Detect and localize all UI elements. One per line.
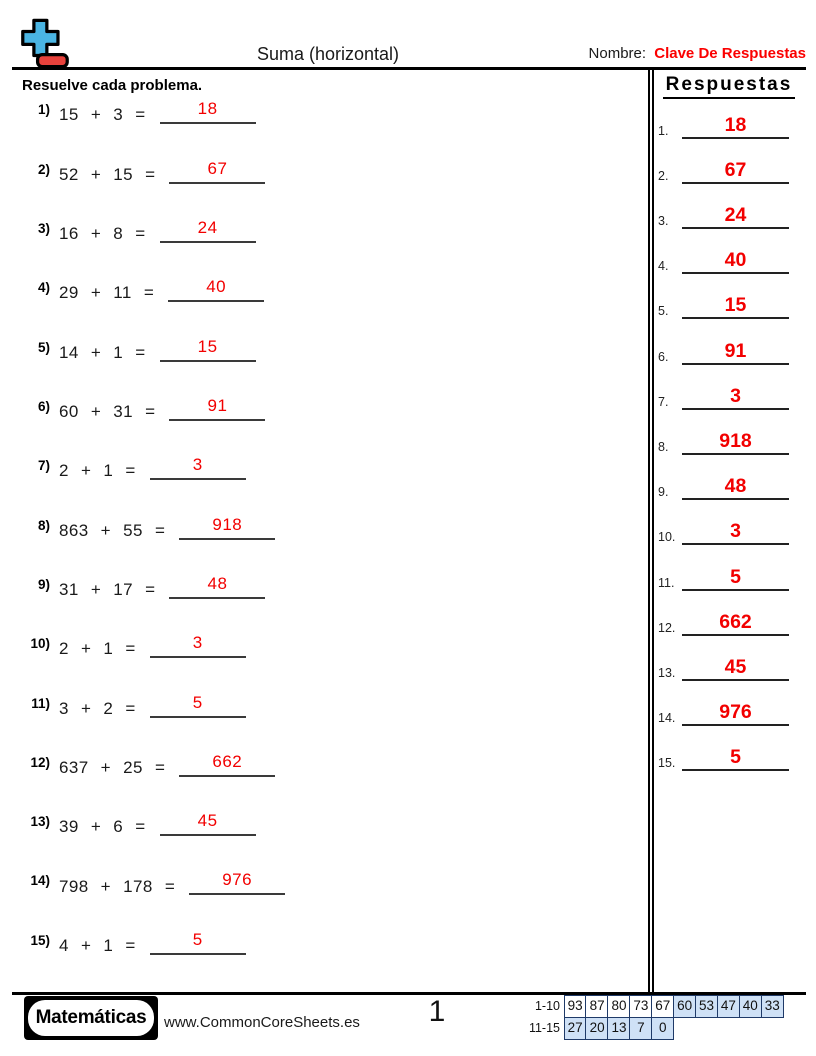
problem-number: 5): [37, 339, 50, 355]
problem-row: [22, 926, 246, 955]
answer-row: [658, 428, 789, 455]
problem-answer: 918: [212, 514, 243, 534]
answer-number: 7.: [658, 394, 669, 409]
problem-row: [22, 333, 256, 362]
problem-expression: 60 + 31 =: [59, 402, 156, 422]
answer-key-blank: [682, 296, 789, 319]
page-number: 1: [428, 995, 446, 1028]
answer-key-blank: [682, 477, 789, 500]
problem-row: [22, 866, 285, 895]
score-cell: 80: [607, 995, 630, 1018]
problem-answer: 48: [207, 573, 228, 593]
problem-number: 4): [37, 280, 50, 296]
problem-answer: 24: [197, 217, 218, 237]
answers-panel-title: Respuestas: [663, 74, 796, 99]
answer-blank: [160, 100, 256, 124]
problem-row: [22, 273, 264, 302]
score-cell: 60: [673, 995, 696, 1018]
score-cell: 27: [564, 1017, 587, 1040]
answer-key-blank: [682, 251, 789, 274]
problem-number: 15): [30, 932, 50, 948]
problem-expression: 2 + 1 =: [59, 461, 136, 481]
answer-row: [658, 247, 789, 274]
answer-row: [658, 112, 789, 139]
problem-row: [22, 451, 246, 480]
answer-blank: [169, 575, 265, 599]
answer-row: [658, 518, 789, 545]
answer-blank: [160, 812, 256, 836]
answer-key-value: 48: [724, 475, 747, 498]
answer-number: 4.: [658, 259, 669, 274]
answer-number: 3.: [658, 213, 669, 228]
problem-number: 10): [30, 636, 50, 652]
problem-number: 12): [30, 754, 50, 770]
answers-panel-divider: [648, 70, 654, 992]
problem-number: 9): [37, 576, 50, 592]
score-table-row: [490, 1017, 784, 1040]
answer-row: [658, 744, 789, 771]
answer-blank: [168, 278, 264, 302]
problem-row: [22, 807, 256, 836]
problem-answer: 5: [192, 929, 203, 949]
answer-row: [658, 654, 789, 681]
answer-number: 8.: [658, 439, 669, 454]
problem-expression: 29 + 11 =: [59, 283, 155, 303]
answer-key-blank: [682, 748, 789, 771]
problem-row: [22, 629, 246, 658]
problem-answer: 3: [192, 633, 203, 653]
answer-blank: [179, 753, 275, 777]
problem-answer: 40: [206, 277, 227, 297]
answer-row: [658, 338, 789, 365]
score-cell: 40: [739, 995, 762, 1018]
answer-number: 9.: [658, 485, 669, 500]
problem-expression: 798 + 178 =: [59, 876, 176, 896]
problem-answer: 662: [212, 751, 243, 771]
problem-expression: 2 + 1 =: [59, 639, 136, 659]
answers-panel-header: [656, 74, 802, 99]
score-cell: 7: [629, 1017, 652, 1040]
answer-row: [658, 383, 789, 410]
problem-expression: 31 + 17 =: [59, 580, 156, 600]
answer-blank: [160, 338, 256, 362]
problem-number: 1): [37, 102, 50, 118]
problem-expression: 637 + 25 =: [59, 757, 166, 777]
answer-number: 1.: [658, 123, 669, 138]
problem-row: [22, 570, 265, 599]
header-divider: [12, 67, 806, 70]
answer-key-value: 45: [724, 655, 747, 678]
problem-row: [22, 689, 246, 718]
problem-row: [22, 95, 256, 124]
answer-number: 10.: [658, 530, 676, 545]
answer-blank: [169, 397, 265, 421]
score-cell: 53: [695, 995, 718, 1018]
score-table: [490, 995, 784, 1040]
instructions-text: Resuelve cada problema.: [22, 77, 203, 94]
answer-key-blank: [682, 113, 789, 139]
answer-number: 2.: [658, 168, 669, 183]
answer-key-blank: [682, 703, 789, 726]
score-cell: 87: [585, 995, 608, 1018]
answer-key-blank: [682, 203, 789, 229]
score-cell: 0: [651, 1017, 674, 1040]
answer-key-value: 3: [730, 384, 741, 407]
problem-answer: 18: [197, 99, 218, 119]
problem-row: [22, 155, 265, 184]
problem-number: 8): [37, 517, 50, 533]
score-cell: 73: [629, 995, 652, 1018]
score-cell: 20: [585, 1017, 608, 1040]
name-label: Nombre:: [588, 45, 647, 62]
problem-answer: 45: [197, 811, 218, 831]
problem-answer: 5: [192, 692, 203, 712]
problem-number: 6): [37, 398, 50, 414]
answer-key-blank: [682, 429, 789, 455]
problem-number: 14): [30, 873, 50, 889]
answer-key-value: 5: [730, 565, 741, 588]
brand-logo: [24, 996, 158, 1040]
problem-number: 2): [37, 161, 50, 177]
answer-key-value: 15: [724, 294, 747, 317]
score-row-label: 11-15: [528, 1020, 560, 1035]
answer-key-blank: [682, 339, 789, 365]
answer-key-value: 976: [719, 701, 752, 724]
answer-row: [658, 699, 789, 726]
answer-row: [658, 564, 789, 591]
answer-key-blank: [682, 565, 789, 591]
answer-key-value: 40: [724, 249, 747, 272]
website-url: www.CommonCoreSheets.es: [164, 1014, 360, 1031]
problem-expression: 16 + 8 =: [59, 224, 146, 244]
problem-answer: 67: [207, 158, 228, 178]
problem-expression: 14 + 1 =: [59, 342, 146, 362]
problem-expression: 4 + 1 =: [59, 935, 136, 955]
problem-row: [22, 392, 265, 421]
answer-key-value: 18: [724, 113, 747, 136]
answer-number: 6.: [658, 349, 669, 364]
problem-answer: 976: [222, 870, 253, 890]
score-cell: 13: [607, 1017, 630, 1040]
answer-number: 14.: [658, 711, 676, 726]
answer-key-value: 91: [724, 339, 747, 362]
score-cell: 47: [717, 995, 740, 1018]
answer-row: [658, 609, 789, 636]
score-cell: 93: [564, 995, 587, 1018]
problem-expression: 39 + 6 =: [59, 817, 146, 837]
worksheet-title: Suma (horizontal): [256, 44, 400, 64]
answer-row: [658, 202, 789, 229]
name-value: Clave De Respuestas: [654, 45, 806, 62]
name-row: [589, 45, 806, 62]
score-cell: 67: [651, 995, 674, 1018]
score-cell: 33: [761, 995, 784, 1018]
answer-blank: [160, 219, 256, 243]
answer-key-blank: [682, 384, 789, 410]
answer-row: [658, 292, 789, 319]
answer-key-value: 662: [719, 610, 752, 633]
answer-key-value: 3: [730, 520, 741, 543]
answer-row: [658, 157, 789, 184]
problem-number: 7): [37, 458, 50, 474]
answer-number: 5.: [658, 304, 669, 319]
answer-blank: [150, 694, 246, 718]
answer-key-value: 24: [724, 203, 747, 226]
problem-number: 3): [37, 220, 50, 236]
brand-name: Matemáticas: [28, 1000, 154, 1036]
problem-number: 13): [30, 814, 50, 830]
answer-key-blank: [682, 158, 789, 184]
problem-row: [22, 214, 256, 243]
problem-answer: 91: [207, 395, 228, 415]
answer-blank: [169, 160, 265, 184]
answer-number: 11.: [658, 575, 675, 590]
answer-number: 13.: [658, 665, 676, 680]
answer-number: 15.: [658, 756, 676, 771]
problem-expression: 863 + 55 =: [59, 520, 166, 540]
score-row-label: 1-10: [534, 999, 560, 1013]
answer-key-value: 67: [724, 158, 747, 181]
answer-blank: [150, 456, 246, 480]
answer-key-blank: [682, 610, 789, 636]
problem-answer: 15: [197, 336, 218, 356]
answer-blank: [179, 516, 275, 540]
problem-expression: 15 + 3 =: [59, 105, 146, 125]
answer-number: 12.: [658, 620, 676, 635]
answer-blank: [150, 634, 246, 658]
answer-key-blank: [682, 655, 789, 681]
answer-key-blank: [682, 522, 789, 545]
problem-expression: 52 + 15 =: [59, 164, 156, 184]
problem-number: 11): [31, 695, 50, 711]
answer-blank: [150, 931, 246, 955]
answer-row: [658, 473, 789, 500]
score-table-row: [490, 995, 784, 1018]
answer-key-value: 5: [730, 746, 741, 769]
problem-row: [22, 511, 275, 540]
answer-blank: [189, 871, 285, 895]
problem-row: [22, 748, 275, 777]
answer-key-value: 918: [719, 429, 752, 452]
problem-expression: 3 + 2 =: [59, 698, 136, 718]
problem-answer: 3: [192, 455, 203, 475]
